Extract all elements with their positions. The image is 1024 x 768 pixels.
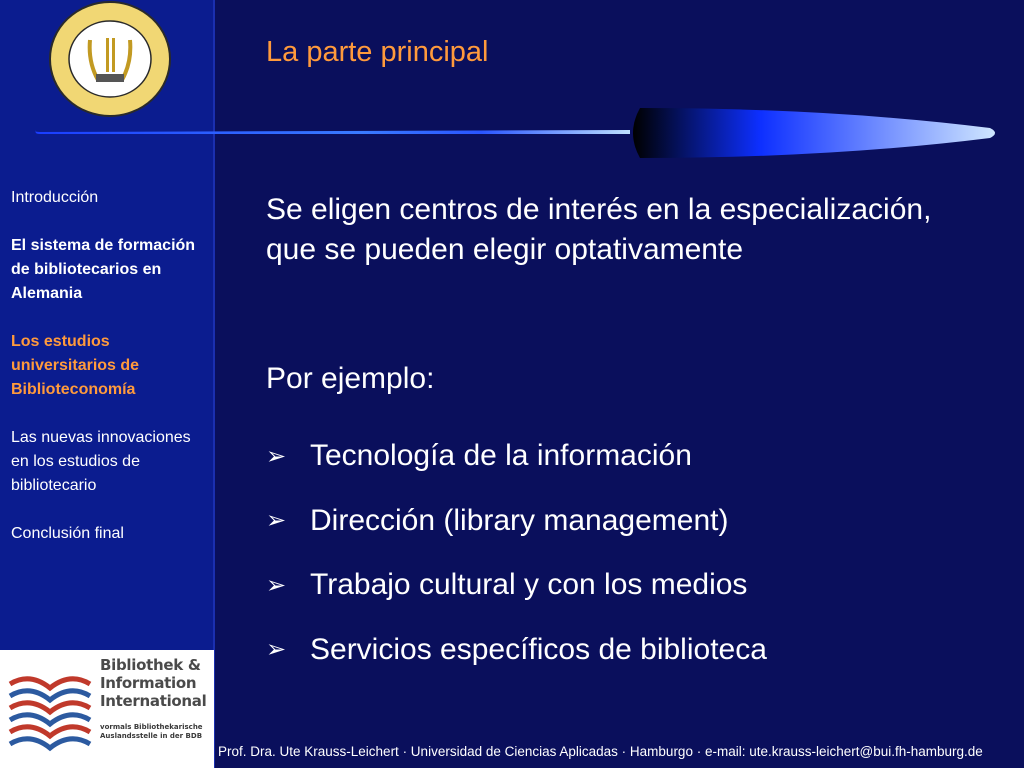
bullet-text: Tecnología de la información <box>310 439 692 472</box>
nav-item-introduccion[interactable]: Introducción <box>11 189 99 206</box>
main-text: Se eligen centros de interés en la especialización, que se pueden elegir optativamente <box>266 193 932 266</box>
logo-subtitle <box>100 723 203 741</box>
slide-title: La parte principal <box>266 36 489 68</box>
nav-item-nuevas-innovaciones[interactable]: Las nuevas innovaciones en los estudios de bibliotecario <box>11 429 191 494</box>
logo-line-1: Bibliothek & <box>100 656 201 674</box>
logo-subtitle-2: Auslandsstelle in der BDB <box>100 732 203 740</box>
nav-item-estudios-universitarios[interactable]: Los estudios universitarios de Biblioteconomía <box>11 333 140 398</box>
arrow-bullet-icon: ➢ <box>266 636 287 663</box>
bibliothek-information-logo <box>0 650 214 768</box>
list-item <box>266 436 767 476</box>
logo-wordmark <box>100 656 206 710</box>
book-pages-icon <box>2 654 98 766</box>
bullet-text: Servicios específicos de biblioteca <box>310 632 767 666</box>
list-item <box>266 630 767 670</box>
nav-item-conclusion[interactable]: Conclusión final <box>11 525 124 542</box>
nav-item-sistema-formacion[interactable]: El sistema de formación de bibliotecarios en Alemania <box>11 237 196 302</box>
decorative-blue-bar <box>30 100 1000 166</box>
bullet-list <box>266 436 767 694</box>
list-item <box>266 565 767 605</box>
logo-line-2: Information <box>100 674 197 692</box>
logo-subtitle-1: vormals Bibliothekarische <box>100 723 203 731</box>
sidebar-nav <box>11 186 201 570</box>
bullet-text: Dirección (library management) <box>310 503 729 537</box>
example-label: Por ejemplo: <box>266 362 435 395</box>
footer-credits: Prof. Dra. Ute Krauss-Leichert · Universidad de Ciencias Aplicadas · Hamburgo · e-mail: ute.krauss-leichert@bui.fh-hamburg.de <box>218 744 983 759</box>
arrow-bullet-icon: ➢ <box>266 571 287 599</box>
bullet-text: Trabajo cultural y con los medios <box>310 568 748 601</box>
list-item <box>266 501 767 541</box>
arrow-bullet-icon: ➢ <box>266 507 287 534</box>
arrow-bullet-icon: ➢ <box>266 442 287 470</box>
logo-line-3: International <box>100 692 207 710</box>
